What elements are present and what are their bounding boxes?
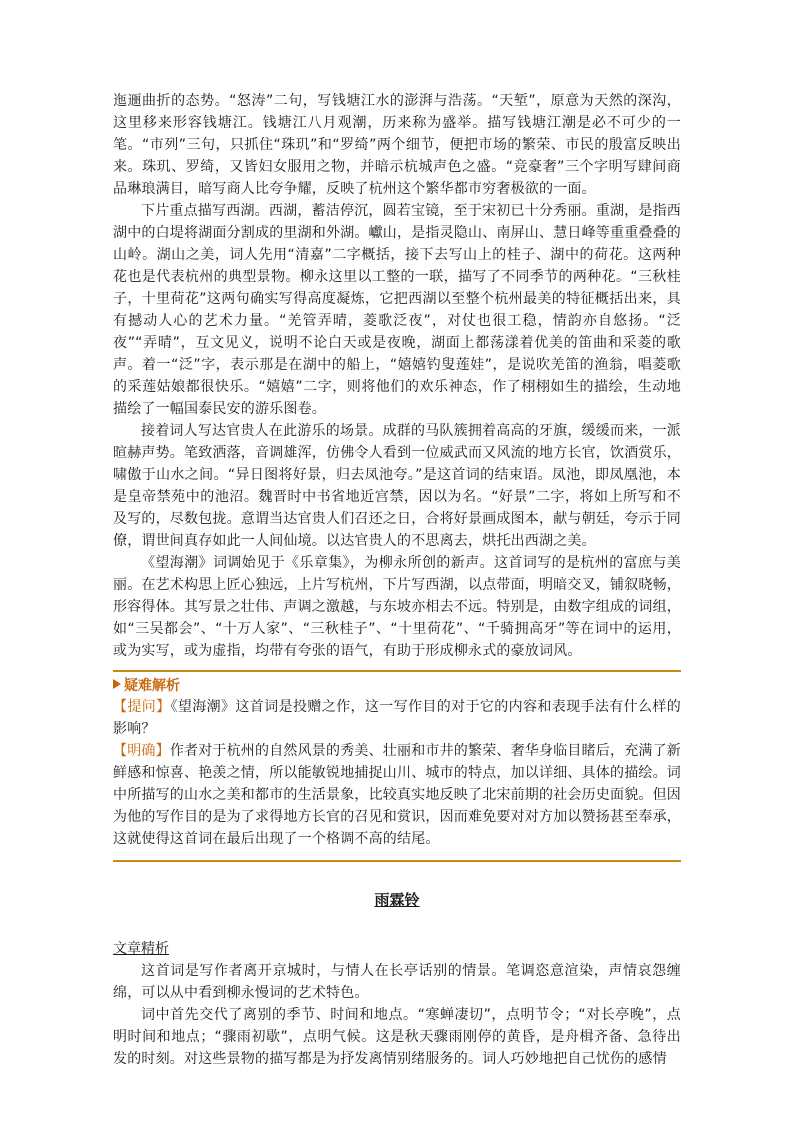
analysis-heading	[113, 676, 681, 696]
document-page	[113, 90, 681, 1070]
answer-tag: 【明确】	[113, 743, 170, 759]
next-paragraph-2: 词中首先交代了离别的季节、时间和地点。“寒蝉凄切”，点明节令；“对长亭晚”，点明时间和地点；“骤雨初歇”，点明气候。这是秋天骤雨刚停的黄昏，是舟楫齐备、急待出发的时刻。对这些景物的描写都是为抒发离情别绪服务的。词人巧妙地把自己忧伤的感情	[113, 1007, 681, 1067]
question-tag: 【提问】	[113, 699, 171, 715]
next-paragraph-1: 这首词是写作者离开京城时，与情人在长亭话别的情景。笔调恣意渲染，声情哀怨缠绵，可以从中看到柳永慢词的艺术特色。	[113, 963, 681, 1001]
analysis-answer	[113, 740, 681, 850]
question-text: 《望海潮》这首词是投赠之作，这一写作目的对于它的内容和表现手法有什么样的影响？	[113, 699, 681, 737]
section-divider-top	[113, 670, 681, 672]
section-divider-bottom	[113, 860, 681, 862]
body-paragraph-2: 下片重点描写西湖。西湖，蓄洁停沉，圆若宝镜，至于宋初已十分秀丽。重湖，是指西湖中的白堤将湖面分割成的里湖和外湖。巘山，是指灵隐山、南屏山、慧日峰等重重叠叠的山岭。湖山之美，词人先用“清嘉”二字概括，接下去写山上的桂子、湖中的荷花。这两种花也是代表杭州的典型景物。柳永这里以工整的一联，描写了不同季节的两种花。“三秋桂子，十里荷花”这两句确实写得高度凝炼，它把西湖以至整个杭州最美的特征概括出来，具有撼动人心的艺术力量。“羌管弄晴，菱歌泛夜”，对仗也很工稳，情韵亦自悠扬。“泛夜”“弄晴”，互文见义，说明不论白天或是夜晚，湖面上都荡漾着优美的笛曲和采菱的歌声。着一“泛”字，表示那是在湖中的船上，“嬉嬉钓叟莲娃”，是说吹羌笛的渔翁，唱菱歌的采莲姑娘都很快乐。“嬉嬉”二字，则将他们的欢乐神态，作了栩栩如生的描绘，生动地描绘了一幅国泰民安的游乐图卷。	[113, 203, 681, 417]
body-paragraph-4: 《望海潮》词调始见于《乐章集》，为柳永所创的新声。这首词写的是杭州的富庶与美丽。在艺术构思上匠心独远，上片写杭州，下片写西湖，以点带面，明暗交叉，铺叙晓畅，形容得体。其写景之壮伟、声调之激越，与东坡亦相去不远。特别是，由数字组成的词组，如“三吴都会”、“十万人家”、“三秋桂子”、“十里荷花”、“千骑拥高牙”等在词中的运用，或为实写，或为虚指，均带有夸张的语气，有助于形成柳永式的豪放词风。	[113, 555, 681, 659]
body-paragraph-3: 接着词人写达官贵人在此游乐的场景。成群的马队簇拥着高高的牙旗，缓缓而来，一派暄赫声势。笔致洒落，音调雄浑，仿佛令人看到一位威武而又风流的地方长官，饮酒赏乐，啸傲于山水之间。“异日图将好景，归去凤池夸。”是这首词的结束语。凤池，即凤凰池，本是皇帝禁苑中的池沼。魏晋时中书省地近宫禁，因以为名。“好景”二字，将如上所写和不及写的，尽数包拢。意谓当达官贵人们召还之日，合将好景画成图本，献与朝廷，夸示于同僚，谓世间真存如此一人间仙境。以达官贵人的不思离去，烘托出西湖之美。	[113, 423, 681, 549]
analysis-heading-text: 疑难解析	[124, 678, 180, 694]
triangle-bullet-icon	[113, 679, 121, 689]
poem-title: 雨霖铃	[374, 891, 420, 909]
body-paragraph-1: 迤逦曲折的态势。“怒涛”二句，写钱塘江水的澎湃与浩荡。“天堑”，原意为天然的深沟，这里移来形容钱塘江。钱塘江八月观潮，历来称为盛举。描写钱塘江潮是必不可少的一笔。“市列”三句，只抓住“珠玑”和“罗绮”两个细节，便把市场的繁荣、市民的殷富反映出来。珠玑、罗绮，又皆妇女服用之物，并暗示杭城声色之盛。“竞豪奢”三个字明写肆间商品琳琅满目，暗写商人比夸争耀，反映了杭州这个繁华都市穷奢极欲的一面。	[113, 93, 681, 197]
answer-text: 作者对于杭州的自然风景的秀美、壮丽和市井的繁荣、奢华身临目睹后，充满了新鲜感和惊喜、艳羡之情，所以能敏锐地捕捉山川、城市的特点，加以详细、具体的描绘。词中所描写的山水之美和都市的生活景象，比较真实地反映了北宋前期的社会历史面貌。但因为他的写作目的是为了求得地方长官的召见和赏识，因而难免要对对方加以赞扬甚至奉承，这就使得这首词在最后出现了一个格调不高的结尾。	[113, 743, 682, 847]
subheading: 文章精析	[113, 941, 169, 957]
analysis-question	[113, 696, 681, 740]
